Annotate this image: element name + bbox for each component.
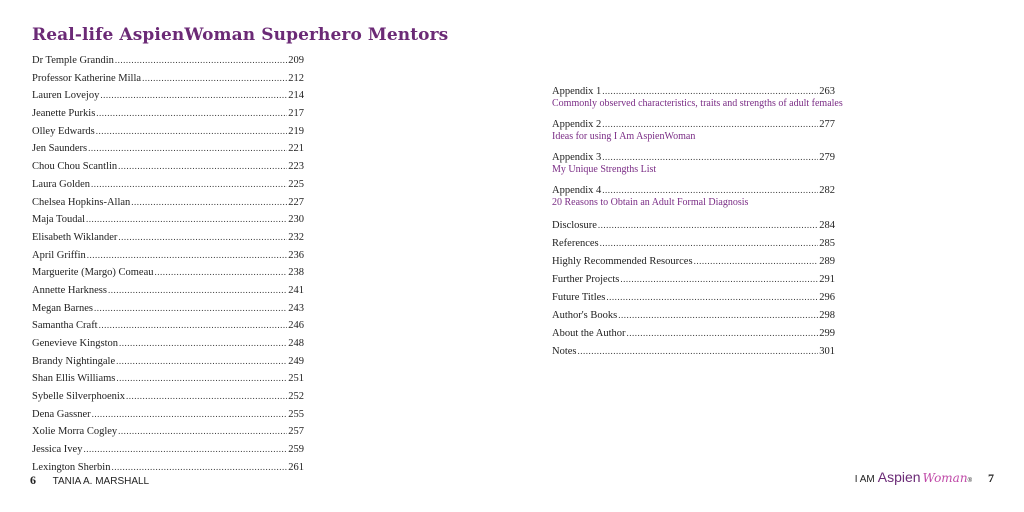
dot-leader — [131, 194, 287, 212]
left-page-number: 6 — [30, 473, 36, 487]
toc-entry-label: Xolie Morra Cogley — [32, 426, 118, 438]
toc-entry-label: Sybelle Silverphoenix — [32, 391, 126, 403]
toc-entry-label: Author's Books — [552, 310, 618, 321]
toc-entry-label: Dena Gassner — [32, 408, 91, 420]
dot-leader — [116, 370, 287, 388]
appendix-description: 20 Reasons to Obtain an Adult Formal Diagnosis — [552, 197, 749, 208]
toc-entry-page: 301 — [819, 346, 835, 357]
toc-entry-mentor — [32, 158, 304, 176]
dot-leader — [86, 211, 287, 229]
dot-leader — [99, 317, 288, 335]
back-matter-entries — [552, 216, 835, 360]
dot-leader — [602, 84, 818, 98]
toc-entry-page: 238 — [288, 267, 304, 279]
appendix-description: Ideas for using I Am AspienWoman — [552, 131, 696, 142]
dot-leader — [600, 234, 819, 252]
toc-entry-back-matter — [552, 252, 835, 270]
toc-entry-mentor — [32, 317, 304, 335]
toc-entry-page: 219 — [288, 125, 304, 137]
toc-entry-back-matter — [552, 216, 835, 234]
toc-entry-label: Annette Harkness — [32, 284, 107, 296]
toc-entry-label: Notes — [552, 346, 577, 357]
toc-entry-label: Appendix 3 — [552, 152, 602, 163]
dot-leader — [126, 388, 287, 406]
dot-leader — [118, 158, 287, 176]
toc-entry-page: 279 — [819, 152, 835, 163]
appendix-list — [552, 84, 843, 209]
toc-entry-mentor — [32, 229, 304, 247]
toc-entry-label: Lauren Lovejoy — [32, 90, 100, 102]
dot-leader — [108, 282, 287, 300]
toc-entry-page: 261 — [288, 461, 304, 473]
toc-entry-mentor — [32, 176, 304, 194]
toc-entry-label: Appendix 2 — [552, 119, 602, 130]
dot-leader — [100, 87, 287, 105]
appendix-entry — [552, 183, 835, 209]
page-title: Real-life AspienWoman Superhero Mentors — [32, 25, 449, 45]
toc-entry-mentor — [32, 247, 304, 265]
toc-entry-label: Megan Barnes — [32, 302, 93, 314]
toc-entry-label: Chou Chou Scantlin — [32, 161, 118, 173]
dot-leader — [83, 441, 287, 459]
toc-entry-page: 251 — [288, 373, 304, 385]
toc-entry-label: Future Titles — [552, 292, 606, 303]
registered-mark: ® — [967, 478, 972, 484]
toc-entry-label: Brandy Nightingale — [32, 355, 116, 367]
toc-entry-label: Chelsea Hopkins-Allan — [32, 196, 131, 208]
toc-entry-label: Disclosure — [552, 220, 597, 231]
toc-entry-label: About the Author — [552, 328, 626, 339]
toc-entry-label: Samantha Craft — [32, 320, 98, 332]
toc-entry-mentor — [32, 264, 304, 282]
toc-entry-label: Appendix 1 — [552, 86, 602, 97]
dot-leader — [142, 70, 287, 88]
toc-entry-label: Genevieve Kingston — [32, 338, 119, 349]
toc-entry-page: 282 — [819, 185, 835, 196]
footer-left — [30, 473, 149, 488]
dot-leader — [618, 306, 818, 324]
toc-entry-page: 296 — [819, 292, 835, 303]
back-matter-list — [552, 84, 843, 360]
dot-leader — [598, 216, 818, 234]
footer-right — [855, 469, 994, 486]
book-logo — [855, 469, 972, 485]
toc-entry-back-matter — [552, 306, 835, 324]
appendix-description: My Unique Strengths List — [552, 164, 657, 175]
toc-entry-page: 246 — [288, 320, 304, 332]
toc-entry-page: 255 — [288, 408, 304, 420]
dot-leader — [87, 247, 287, 265]
toc-entry-label: Olley Edwards — [32, 125, 95, 137]
toc-entry-mentor — [32, 353, 304, 371]
toc-entry-page: 257 — [288, 426, 304, 438]
toc-entry-mentor — [32, 105, 304, 123]
toc-entry-mentor — [32, 335, 304, 353]
toc-entry-appendix — [552, 84, 835, 98]
toc-entry-back-matter — [552, 324, 835, 342]
toc-entry-label: Appendix 4 — [552, 185, 602, 196]
toc-entry-mentor — [32, 300, 304, 318]
dot-leader — [94, 300, 287, 318]
dot-leader — [155, 264, 288, 282]
toc-entry-label: Jessica Ivey — [32, 444, 83, 456]
dot-leader — [96, 105, 287, 123]
toc-entry-page: 212 — [288, 72, 304, 84]
toc-entry-label: Dr Temple Grandin — [32, 55, 114, 66]
dot-leader — [91, 176, 287, 194]
dot-leader — [92, 406, 288, 424]
dot-leader — [627, 324, 819, 342]
dot-leader — [115, 52, 287, 70]
toc-entry-appendix — [552, 183, 835, 197]
toc-entry-page: 223 — [288, 161, 304, 173]
dot-leader — [620, 270, 818, 288]
toc-entry-label: Further Projects — [552, 274, 620, 285]
toc-entry-appendix — [552, 150, 835, 164]
toc-entry-page: 285 — [819, 238, 835, 249]
toc-entry-page: 263 — [819, 86, 835, 97]
appendix-description: Commonly observed characteristics, traits and strengths of adult females — [552, 98, 843, 109]
toc-entry-label: Laura Golden — [32, 178, 91, 190]
toc-entry-mentor — [32, 388, 304, 406]
toc-entry-mentor — [32, 370, 304, 388]
right-page-number: 7 — [988, 471, 994, 485]
toc-entry-label: April Griffin — [32, 249, 86, 261]
toc-entry-page: 298 — [819, 310, 835, 321]
toc-entry-label: Jen Saunders — [32, 143, 88, 155]
toc-entry-mentor — [32, 211, 304, 229]
toc-entry-label: Shan Ellis Williams — [32, 373, 116, 385]
toc-entry-page: 232 — [288, 231, 304, 243]
toc-entry-label: Maja Toudal — [32, 214, 86, 226]
toc-entry-mentor — [32, 123, 304, 141]
toc-entry-back-matter — [552, 270, 835, 288]
toc-entry-label: Lexington Sherbin — [32, 461, 111, 473]
toc-entry-mentor — [32, 423, 304, 441]
toc-entry-back-matter — [552, 288, 835, 306]
toc-entry-page: 252 — [288, 391, 304, 403]
dot-leader — [119, 335, 287, 353]
dot-leader — [602, 117, 818, 131]
toc-entry-mentor — [32, 194, 304, 212]
toc-entry-page: 221 — [288, 143, 304, 155]
toc-entry-back-matter — [552, 234, 835, 252]
toc-entry-page: 291 — [819, 274, 835, 285]
toc-entry-mentor — [32, 87, 304, 105]
dot-leader — [606, 288, 818, 306]
toc-entry-mentor — [32, 441, 304, 459]
logo-script-text: Woman — [922, 471, 968, 485]
mentors-list — [32, 52, 304, 477]
toc-entry-page: 230 — [288, 214, 304, 226]
toc-entry-page: 225 — [288, 178, 304, 190]
dot-leader — [602, 183, 818, 197]
toc-entry-label: Marguerite (Margo) Comeau — [32, 267, 154, 279]
appendix-entry — [552, 150, 835, 176]
toc-entry-mentor — [32, 70, 304, 88]
toc-entry-page: 277 — [819, 119, 835, 130]
dot-leader — [578, 342, 819, 360]
dot-leader — [116, 353, 287, 371]
logo-small-text: I AM — [854, 474, 875, 485]
dot-leader — [96, 123, 288, 141]
toc-entry-label: Professor Katherine Milla — [32, 72, 142, 84]
toc-entry-page: 243 — [288, 302, 304, 314]
dot-leader — [694, 252, 819, 270]
dot-leader — [88, 140, 287, 158]
toc-entry-page: 214 — [288, 90, 304, 102]
toc-entry-page: 299 — [819, 328, 835, 339]
toc-entry-page: 248 — [288, 338, 304, 349]
toc-entry-page: 259 — [288, 444, 304, 456]
toc-entry-mentor — [32, 406, 304, 424]
appendix-entry — [552, 84, 843, 110]
toc-entry-mentor — [32, 282, 304, 300]
toc-entry-label: References — [552, 238, 599, 249]
dot-leader — [118, 423, 287, 441]
logo-strong-text: Aspien — [877, 469, 921, 485]
toc-entry-label: Highly Recommended Resources — [552, 256, 693, 267]
toc-entry-appendix — [552, 117, 835, 131]
author-name: TANIA A. MARSHALL — [52, 476, 150, 487]
dot-leader — [118, 229, 287, 247]
dot-leader — [602, 150, 818, 164]
toc-entry-page: 209 — [288, 55, 304, 66]
toc-entry-page: 227 — [288, 196, 304, 208]
toc-entry-page: 236 — [288, 249, 304, 261]
toc-entry-page: 289 — [819, 256, 835, 267]
toc-entry-label: Elisabeth Wiklander — [32, 231, 118, 243]
toc-entry-page: 241 — [288, 284, 304, 296]
appendix-entry — [552, 117, 835, 143]
toc-entry-page: 284 — [819, 220, 835, 231]
toc-entry-mentor — [32, 140, 304, 158]
toc-entry-page: 217 — [288, 108, 304, 120]
toc-entry-label: Jeanette Purkis — [32, 108, 96, 120]
toc-entry-mentor — [32, 52, 304, 70]
toc-entry-back-matter — [552, 342, 835, 360]
toc-entry-page: 249 — [288, 355, 304, 367]
